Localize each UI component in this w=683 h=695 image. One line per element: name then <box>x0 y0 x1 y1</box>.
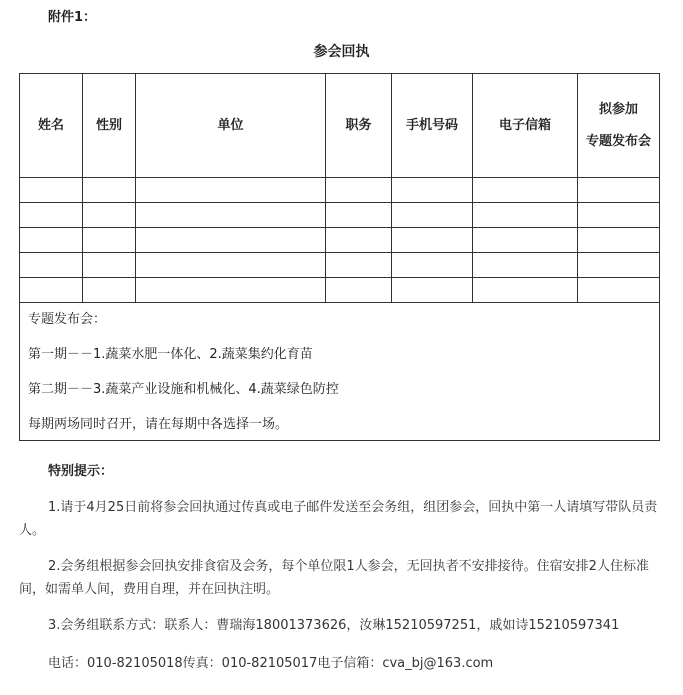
cell-organization[interactable] <box>136 203 326 228</box>
tip-item-3: 3.会务组联系方式：联系人：曹瑞海18001373626，汝琳15210597251，戚如诗15210597341 <box>48 618 620 633</box>
contact-line: 电话：010-82105018传真：010-82105017电子信箱：cva_bj@163.com <box>48 656 494 671</box>
header-session-line2: 专题发布会 <box>586 133 652 149</box>
table-header-row <box>20 74 660 178</box>
cell-mobile[interactable] <box>392 228 473 253</box>
cell-gender[interactable] <box>83 253 136 278</box>
notes-line-1: 第一期－－1.蔬菜水肥一体化、2.蔬菜集约化育苗 <box>28 347 313 362</box>
header-session-line1: 拟参加 <box>598 101 638 117</box>
notes-line-3: 每期两场同时召开，请在每期中各选择一场。 <box>28 417 289 432</box>
table-row <box>20 278 660 303</box>
cell-email[interactable] <box>473 228 578 253</box>
tips-title: 特别提示： <box>48 464 114 479</box>
session-notes <box>20 303 660 441</box>
cell-gender[interactable] <box>83 278 136 303</box>
header-organization: 单位 <box>136 74 326 178</box>
cell-session[interactable] <box>578 178 660 203</box>
notes-line-2: 第二期－－3.蔬菜产业设施和机械化、4.蔬菜绿色防控 <box>28 382 339 397</box>
cell-email[interactable] <box>473 278 578 303</box>
cell-mobile[interactable] <box>392 253 473 278</box>
cell-mobile[interactable] <box>392 178 473 203</box>
cell-session[interactable] <box>578 253 660 278</box>
table-row <box>20 203 660 228</box>
cell-email[interactable] <box>473 253 578 278</box>
cell-position[interactable] <box>326 178 392 203</box>
table-row <box>20 228 660 253</box>
cell-name[interactable] <box>20 203 83 228</box>
cell-name[interactable] <box>20 178 83 203</box>
cell-gender[interactable] <box>83 203 136 228</box>
cell-session[interactable] <box>578 278 660 303</box>
registration-table <box>19 73 660 441</box>
cell-organization[interactable] <box>136 228 326 253</box>
header-session <box>578 74 660 178</box>
cell-session[interactable] <box>578 203 660 228</box>
cell-organization[interactable] <box>136 178 326 203</box>
cell-name[interactable] <box>20 228 83 253</box>
cell-gender[interactable] <box>83 178 136 203</box>
cell-session[interactable] <box>578 228 660 253</box>
header-mobile: 手机号码 <box>392 74 473 178</box>
attachment-label: 附件1： <box>48 10 97 25</box>
header-gender: 性别 <box>83 74 136 178</box>
cell-name[interactable] <box>20 278 83 303</box>
cell-position[interactable] <box>326 203 392 228</box>
header-position: 职务 <box>326 74 392 178</box>
header-name: 姓名 <box>20 74 83 178</box>
cell-email[interactable] <box>473 178 578 203</box>
header-email: 电子信箱 <box>473 74 578 178</box>
notes-heading: 专题发布会： <box>28 312 107 327</box>
cell-organization[interactable] <box>136 253 326 278</box>
special-tips <box>19 461 664 637</box>
tip-item-1: 1.请于4月25日前将参会回执通过传真或电子邮件发送至会务组，组团参会，回执中第一人请填写带队员责人。 <box>19 500 658 538</box>
notes-row <box>20 303 660 441</box>
cell-email[interactable] <box>473 203 578 228</box>
cell-name[interactable] <box>20 253 83 278</box>
form-title: 参会回执 <box>313 44 370 60</box>
table-row <box>20 253 660 278</box>
tip-item-2: 2.会务组根据参会回执安排食宿及会务，每个单位限1人参会，无回执者不安排接待。住宿安排2人住标准间，如需单人间，费用自理，并在回执注明。 <box>19 559 649 597</box>
cell-position[interactable] <box>326 278 392 303</box>
cell-mobile[interactable] <box>392 203 473 228</box>
table-row <box>20 178 660 203</box>
cell-position[interactable] <box>326 228 392 253</box>
cell-organization[interactable] <box>136 278 326 303</box>
cell-mobile[interactable] <box>392 278 473 303</box>
cell-position[interactable] <box>326 253 392 278</box>
cell-gender[interactable] <box>83 228 136 253</box>
